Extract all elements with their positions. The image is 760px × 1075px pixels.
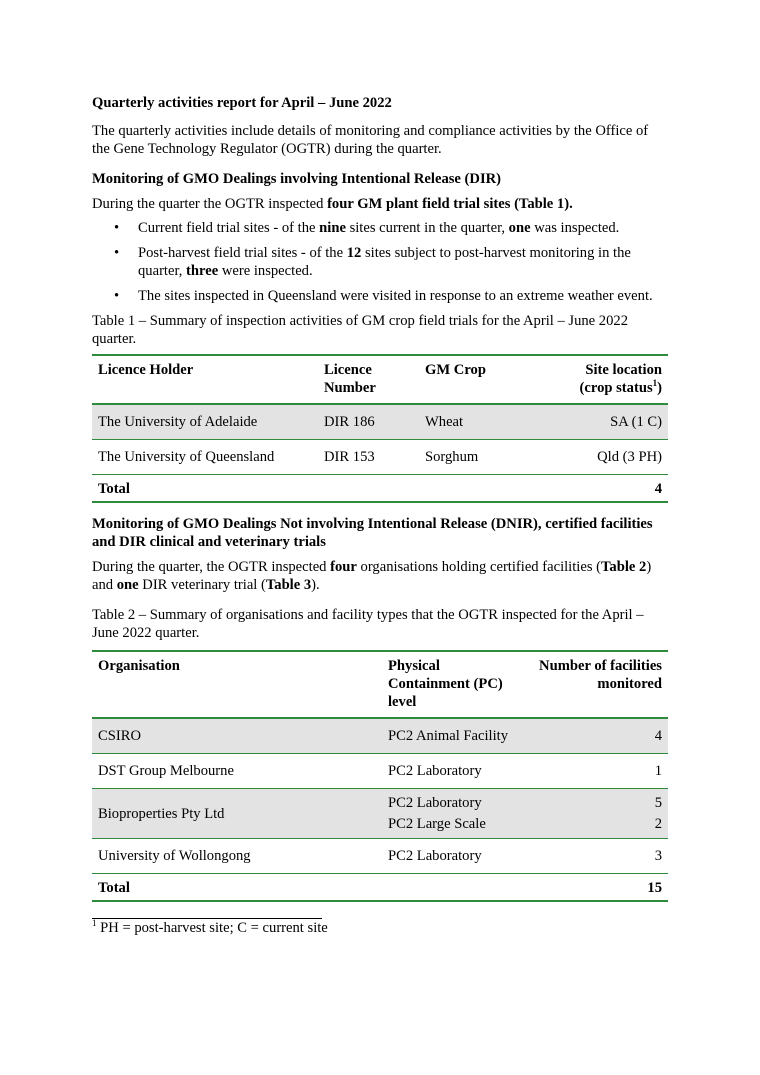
header-line: Number of facilities	[539, 658, 662, 674]
cell-licence-number: DIR 186	[318, 404, 419, 440]
table2-caption: Table 2 – Summary of organisations and facility types that the OGTR inspected for the April – June 2022 quarter.	[92, 607, 644, 641]
bullet-text: sites current in the quarter,	[345, 220, 509, 236]
cell-facility-count: 1	[522, 754, 668, 789]
footnote	[92, 919, 668, 937]
bullet-text: Post-harvest field trial sites - of the	[138, 245, 347, 261]
cell-organisation: DST Group Melbourne	[92, 754, 382, 789]
bullet-bold: one	[508, 220, 531, 236]
bullet-bold: 12	[346, 245, 362, 261]
header-line: (crop status	[579, 380, 653, 396]
col-header-organisation: Organisation	[92, 651, 382, 718]
para-text: DIR veterinary trial (	[138, 577, 266, 593]
cell-licence-holder: The University of Queensland	[92, 440, 318, 475]
table-row	[92, 839, 668, 874]
cell-gm-crop: Wheat	[419, 404, 541, 440]
bullet-icon: •	[114, 288, 120, 304]
para-text: ).	[311, 577, 320, 593]
cell-pc-level: PC2 Laboratory	[382, 754, 522, 789]
header-line: Licence	[324, 362, 372, 378]
cell-licence-holder: The University of Adelaide	[92, 404, 318, 440]
col-header-licence-number	[318, 355, 419, 404]
table-row	[92, 440, 668, 475]
cell-organisation: CSIRO	[92, 718, 382, 754]
table-total-row	[92, 874, 668, 902]
dir-lead-text: During the quarter the OGTR inspected	[92, 196, 328, 212]
pc-level-line: PC2 Large Scale	[388, 816, 486, 832]
dnir-heading: Monitoring of GMO Dealings Not involving Intentional Release (DNIR), certified facilities and DIR clinical and veterinary trials	[92, 516, 653, 550]
bullet-text: was inspected.	[530, 220, 620, 236]
para-bold: Table 3	[265, 577, 312, 593]
cell-licence-number: DIR 153	[318, 440, 419, 475]
col-header-site-location	[541, 355, 668, 404]
bullet-icon: •	[114, 245, 120, 261]
count-line: 2	[654, 816, 662, 832]
table-row	[92, 718, 668, 754]
bullet-icon: •	[114, 220, 120, 236]
total-value: 4	[654, 481, 662, 497]
total-value: 15	[647, 880, 662, 896]
header-line: level	[388, 694, 417, 710]
dir-lead-bold: four GM plant field trial sites (Table 1).	[327, 196, 573, 212]
cell-gm-crop: Sorghum	[419, 440, 541, 475]
cell-organisation: Bioproperties Pty Ltd	[92, 789, 382, 839]
cell-site-location: SA (1 C)	[541, 404, 668, 440]
para-text: During the quarter, the OGTR inspected	[92, 559, 331, 575]
para-bold: four	[330, 559, 357, 575]
bullet-text: were inspected.	[218, 263, 313, 279]
dnir-paragraph	[92, 558, 668, 594]
bullet-bold: three	[186, 263, 219, 279]
table-header-row	[92, 651, 668, 718]
report-page	[92, 94, 668, 937]
table-row	[92, 754, 668, 789]
table-header-row	[92, 355, 668, 404]
table-row	[92, 404, 668, 440]
para-bold: Table 2	[601, 559, 647, 575]
para-text: organisations holding certified facilities (	[356, 559, 602, 575]
cell-facility-count	[522, 789, 668, 839]
col-header-pc-level	[382, 651, 522, 718]
dir-heading: Monitoring of GMO Dealings involving Intentional Release (DIR)	[92, 171, 502, 187]
dir-bullet-list	[92, 219, 668, 305]
footnote-text: PH = post-harvest site; C = current site	[96, 920, 328, 936]
para-bold: one	[116, 577, 139, 593]
table-total-row	[92, 475, 668, 503]
header-line: Containment (PC)	[388, 676, 503, 692]
bullet-text: sites subject to post-harvest monitoring in the quarter,	[138, 245, 631, 279]
bullet-text: The sites inspected in Queensland were visited in response to an extreme weather event.	[138, 288, 653, 304]
bullet-text: Current field trial sites - of the	[138, 220, 320, 236]
cell-facility-count: 3	[522, 839, 668, 874]
cell-facility-count: 4	[522, 718, 668, 754]
col-header-licence-holder: Licence Holder	[92, 355, 318, 404]
cell-pc-level	[382, 789, 522, 839]
total-label: Total	[98, 880, 130, 896]
col-header-gm-crop: GM Crop	[419, 355, 541, 404]
intro-paragraph: The quarterly activities include details of monitoring and compliance activities by the Office of the Gene Technology Regulator (OGTR) during the quarter.	[92, 123, 649, 157]
table2-facilities	[92, 650, 668, 902]
list-item	[92, 287, 668, 305]
footnote-marker: 1	[92, 918, 97, 929]
header-line: Physical	[388, 658, 440, 674]
col-header-facility-count	[522, 651, 668, 718]
list-item	[92, 219, 668, 237]
total-label: Total	[98, 481, 130, 497]
header-line: Number	[324, 380, 376, 396]
footnote-marker: 1	[652, 378, 658, 389]
para-text: ) and	[92, 559, 652, 593]
cell-pc-level: PC2 Laboratory	[382, 839, 522, 874]
header-line: monitored	[597, 676, 662, 692]
pc-level-line: PC2 Laboratory	[388, 795, 482, 811]
dir-lead-paragraph	[92, 195, 668, 213]
report-title: Quarterly activities report for April – June 2022	[92, 95, 392, 111]
list-item	[92, 244, 668, 280]
count-line: 5	[654, 795, 662, 811]
cell-pc-level: PC2 Animal Facility	[382, 718, 522, 754]
table1-inspections	[92, 354, 668, 503]
header-line: )	[657, 380, 662, 396]
table-row	[92, 789, 668, 839]
header-line: Site location	[585, 362, 662, 378]
cell-organisation: University of Wollongong	[92, 839, 382, 874]
cell-site-location: Qld (3 PH)	[541, 440, 668, 475]
table1-caption: Table 1 – Summary of inspection activities of GM crop field trials for the April – June 2022 quarter.	[92, 313, 628, 347]
bullet-bold: nine	[319, 220, 346, 236]
